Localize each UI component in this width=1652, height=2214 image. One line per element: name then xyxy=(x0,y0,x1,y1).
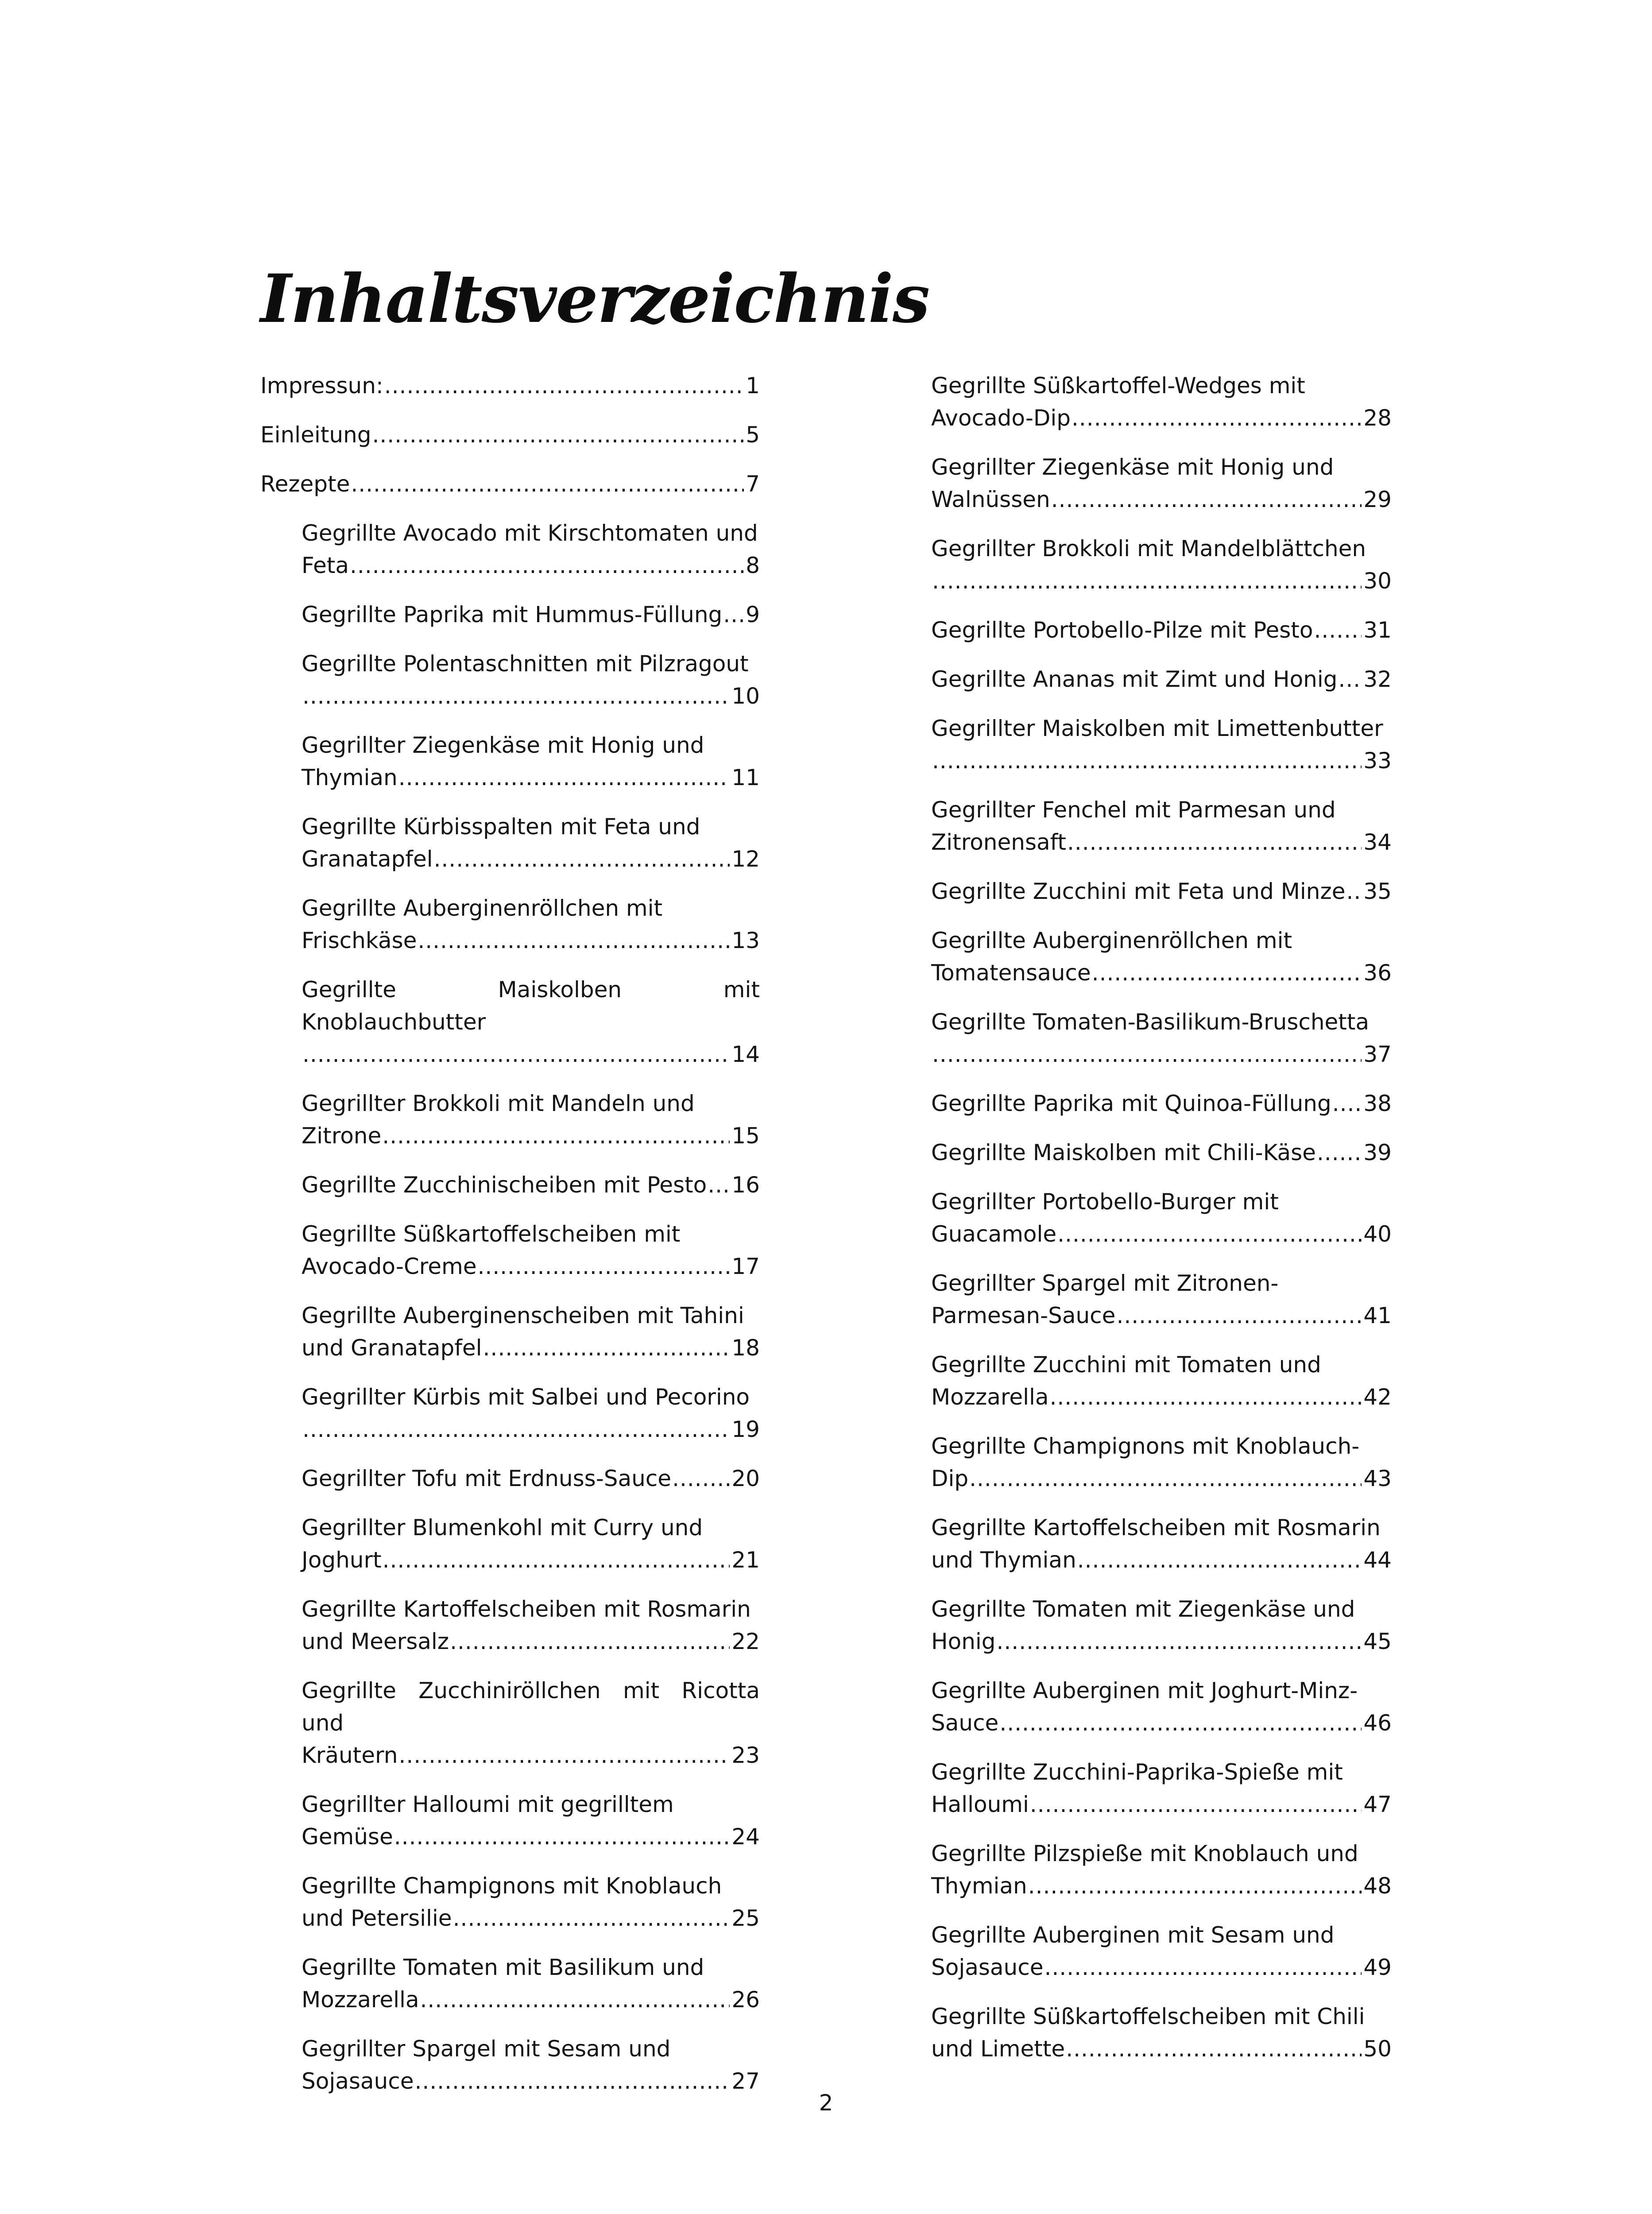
dot-leader xyxy=(350,550,744,582)
dot-leader xyxy=(420,1984,730,2016)
dot-leader xyxy=(384,370,744,402)
toc-page-number: 38 xyxy=(1363,1091,1392,1116)
toc-entry[interactable] xyxy=(931,370,1392,434)
toc-entry-title: Gemüse xyxy=(302,1824,393,1850)
dot-leader xyxy=(1057,1218,1362,1250)
toc-page-number: 14 xyxy=(731,1041,760,1067)
toc-entry[interactable] xyxy=(931,712,1392,777)
toc-entry-title: Guacamole xyxy=(931,1221,1057,1247)
toc-page-number: 42 xyxy=(1363,1384,1392,1410)
dot-leader xyxy=(1067,826,1362,859)
toc-entry-line xyxy=(302,550,760,582)
toc-entry-title: Gegrillte Ananas mit Zimt und Honig xyxy=(931,666,1338,692)
toc-entry-line xyxy=(931,663,1392,696)
toc-entry-title: Gegrillte Auberginenröllchen mit xyxy=(931,928,1292,953)
toc-right-column xyxy=(931,370,1392,2082)
dot-leader xyxy=(1028,1870,1362,1902)
toc-page-number: 11 xyxy=(731,765,760,790)
dot-leader xyxy=(1339,663,1362,696)
dot-leader xyxy=(1045,1951,1362,1984)
toc-entry[interactable] xyxy=(931,1512,1392,1576)
toc-page-number: 26 xyxy=(731,1987,760,2013)
toc-page-number: 28 xyxy=(1363,405,1392,431)
toc-entry-title: Rezepte xyxy=(260,471,350,497)
toc-entry-title: Gegrillte Champignons mit Knoblauch xyxy=(302,1873,722,1899)
toc-entry-line xyxy=(931,484,1392,516)
toc-page-number: 47 xyxy=(1363,1792,1392,1817)
toc-entry[interactable] xyxy=(260,811,760,875)
toc-entry[interactable] xyxy=(931,1088,1392,1120)
toc-entry-line xyxy=(302,762,760,794)
dot-leader xyxy=(1116,1300,1362,1332)
toc-entry[interactable] xyxy=(260,1870,760,1935)
toc-entry-title: Gegrillter Portobello-Burger mit xyxy=(931,1189,1279,1215)
toc-page-number: 15 xyxy=(731,1123,760,1149)
toc-entry[interactable] xyxy=(260,1218,760,1283)
toc-entry[interactable] xyxy=(931,1137,1392,1169)
dot-leader xyxy=(398,1739,730,1772)
toc-entry[interactable] xyxy=(260,370,760,402)
dot-leader xyxy=(1092,957,1362,989)
toc-entry-title: Gegrillte Zucchinischeiben mit Pesto xyxy=(302,1172,707,1198)
toc-entry-line xyxy=(931,1707,1392,1739)
dot-leader xyxy=(1072,402,1362,434)
toc-entry-title: Gegrillte Tomaten mit Basilikum und xyxy=(302,1955,704,1980)
toc-entry-line xyxy=(302,1332,760,1364)
toc-entry-title: Sojasauce xyxy=(931,1955,1044,1980)
toc-entry-line xyxy=(302,843,760,875)
toc-page-number: 23 xyxy=(731,1742,760,1768)
toc-entry-title: Gegrillter Maiskolben mit Limettenbutter xyxy=(931,716,1383,741)
dot-leader xyxy=(672,1463,730,1495)
toc-entry-title: Gegrillte Portobello-Pilze mit Pesto xyxy=(931,617,1313,643)
toc-entry-title: Gegrillte Süßkartoffel-Wedges mit xyxy=(931,373,1305,399)
toc-page-number: 30 xyxy=(1363,568,1392,594)
toc-page-number: 8 xyxy=(746,553,760,578)
toc-entry-title: Gegrillter Blumenkohl mit Curry und xyxy=(302,1515,703,1541)
toc-entry-line xyxy=(302,1120,760,1152)
toc-entry-line xyxy=(260,468,760,500)
toc-entry-line xyxy=(931,1870,1392,1902)
dot-leader xyxy=(450,1626,730,1658)
toc-entry-line xyxy=(302,1169,760,1201)
toc-page-number: 16 xyxy=(731,1172,760,1198)
toc-entry[interactable] xyxy=(931,451,1392,516)
toc-entry-line xyxy=(931,957,1392,989)
dot-leader xyxy=(1314,614,1362,646)
toc-page-number: 10 xyxy=(731,683,760,709)
toc-entry-title: Gegrillte Maiskolben mit Knoblauchbutter xyxy=(302,977,760,1035)
toc-page-number: 27 xyxy=(731,2068,760,2094)
toc-entry-title: Gegrillte Kartoffelscheiben mit Rosmarin xyxy=(302,1596,751,1622)
toc-entry-title: Gegrillter Spargel mit Sesam und xyxy=(302,2036,671,2062)
toc-entry-line xyxy=(931,1218,1392,1250)
toc-entry-line xyxy=(931,826,1392,859)
dot-leader xyxy=(372,419,744,451)
toc-entry-line xyxy=(302,599,760,631)
toc-entry-title: Gegrillte Champignons mit Knoblauch- xyxy=(931,1433,1360,1459)
toc-entry-line xyxy=(302,1626,760,1658)
toc-entry-title: Gegrillte Auberginenscheiben mit Tahini xyxy=(302,1303,744,1328)
toc-entry-title: Gegrillte Paprika mit Quinoa-Füllung xyxy=(931,1091,1331,1116)
toc-entry[interactable] xyxy=(931,614,1392,646)
toc-entry-title: Thymian xyxy=(931,1873,1027,1899)
toc-entry-title: und Petersilie xyxy=(302,1905,452,1931)
toc-entry-line xyxy=(931,1300,1392,1332)
toc-entry[interactable] xyxy=(931,2001,1392,2065)
toc-page-number: 39 xyxy=(1363,1140,1392,1165)
dot-leader xyxy=(999,1707,1362,1739)
toc-page-number: 7 xyxy=(746,471,760,497)
toc-entry-title: und Meersalz xyxy=(302,1629,449,1654)
toc-entry-line xyxy=(302,1984,760,2016)
dot-leader xyxy=(932,1038,1362,1071)
toc-page-number: 50 xyxy=(1363,2036,1392,2062)
toc-entry-title: Gegrillte Auberginen mit Sesam und xyxy=(931,1922,1335,1948)
toc-entry-line xyxy=(931,1788,1392,1821)
page-title: Inhaltsverzeichnis xyxy=(260,260,929,338)
toc-entry-title: Impressun: xyxy=(260,373,383,399)
toc-entry[interactable] xyxy=(260,892,760,957)
toc-page-number: 19 xyxy=(731,1417,760,1442)
toc-entry-title: Gegrillte Auberginen mit Joghurt-Minz- xyxy=(931,1678,1358,1703)
toc-entry[interactable] xyxy=(260,468,760,500)
dot-leader xyxy=(1066,2033,1362,2065)
toc-entry-title: Gegrillte Pilzspieße mit Knoblauch und xyxy=(931,1841,1358,1866)
dot-leader xyxy=(1030,1788,1362,1821)
toc-entry-line xyxy=(931,2033,1392,2065)
toc-entry-title: Gegrillte Avocado mit Kirschtomaten und xyxy=(302,520,758,546)
toc-page-number: 1 xyxy=(746,373,760,399)
dot-leader xyxy=(708,1169,730,1201)
toc-entry-title: Gegrillte Zucchiniröllchen mit Ricotta und xyxy=(302,1678,760,1736)
toc-entry[interactable] xyxy=(931,1838,1392,1902)
toc-page-number: 37 xyxy=(1363,1041,1392,1067)
dot-leader xyxy=(932,745,1362,777)
toc-entry[interactable] xyxy=(931,663,1392,696)
toc-page-number: 46 xyxy=(1363,1710,1392,1736)
toc-entry-line xyxy=(302,1038,760,1071)
toc-entry[interactable] xyxy=(260,1512,760,1576)
toc-entry[interactable] xyxy=(260,1675,760,1772)
toc-entry[interactable] xyxy=(931,1267,1392,1332)
toc-entry-title: Zitrone xyxy=(302,1123,382,1149)
toc-page-number: 9 xyxy=(746,602,760,627)
toc-page-number: 29 xyxy=(1363,487,1392,512)
toc-page-number: 13 xyxy=(731,928,760,953)
toc-entry-title: Gegrillte Tomaten mit Ziegenkäse und xyxy=(931,1596,1355,1622)
toc-entry[interactable] xyxy=(260,729,760,794)
toc-page-number: 18 xyxy=(731,1335,760,1361)
toc-entry-title: Gegrillte Maiskolben mit Chili-Käse xyxy=(931,1140,1316,1165)
toc-entry-title: Feta xyxy=(302,553,349,578)
toc-entry-title: Gegrillter Brokkoli mit Mandeln und xyxy=(302,1091,695,1116)
toc-page-number: 45 xyxy=(1363,1629,1392,1654)
toc-entry-line xyxy=(931,1951,1392,1984)
toc-entry[interactable] xyxy=(260,517,760,582)
dot-leader xyxy=(394,1821,730,1853)
toc-entry-line xyxy=(302,1544,760,1576)
toc-page-number: 44 xyxy=(1363,1547,1392,1573)
toc-page-number: 36 xyxy=(1363,960,1392,986)
page-number: 2 xyxy=(819,2090,833,2116)
toc-page-number: 41 xyxy=(1363,1303,1392,1328)
toc-entry-line xyxy=(302,1739,760,1772)
toc-entry[interactable] xyxy=(931,1756,1392,1821)
toc-entry-line xyxy=(302,1902,760,1935)
dot-leader xyxy=(483,1332,730,1364)
toc-entry-line xyxy=(260,370,760,402)
toc-page-number: 20 xyxy=(731,1466,760,1491)
toc-entry[interactable] xyxy=(931,875,1392,908)
toc-page-number: 24 xyxy=(731,1824,760,1850)
toc-page-number: 12 xyxy=(731,846,760,872)
toc-entry[interactable] xyxy=(931,533,1392,597)
dot-leader xyxy=(418,925,730,957)
toc-entry[interactable] xyxy=(931,794,1392,859)
toc-entry-title: Mozzarella xyxy=(931,1384,1049,1410)
toc-entry[interactable] xyxy=(931,1919,1392,1984)
toc-page-number: 32 xyxy=(1363,666,1392,692)
toc-page-number: 17 xyxy=(731,1254,760,1279)
dot-leader xyxy=(1346,875,1362,908)
toc-page-number: 33 xyxy=(1363,748,1392,774)
toc-entry[interactable] xyxy=(260,1169,760,1201)
toc-entry[interactable] xyxy=(260,1381,760,1446)
dot-leader xyxy=(1317,1137,1362,1169)
dot-leader xyxy=(351,468,744,500)
toc-entry-title: Gegrillte Auberginenröllchen mit xyxy=(302,895,663,921)
toc-entry-title: Gegrillter Brokkoli mit Mandelblättchen xyxy=(931,536,1366,561)
toc-entry-line xyxy=(302,1821,760,1853)
toc-entry-title: Joghurt xyxy=(302,1547,382,1573)
dot-leader xyxy=(1332,1088,1362,1120)
toc-page-number: 34 xyxy=(1363,829,1392,855)
toc-entry[interactable] xyxy=(931,1593,1392,1658)
toc-page-number: 25 xyxy=(731,1905,760,1931)
toc-entry-line xyxy=(931,402,1392,434)
dot-leader xyxy=(969,1463,1362,1495)
toc-entry[interactable] xyxy=(931,1186,1392,1250)
toc-entry-title: Gegrillte Süßkartoffelscheiben mit Chili xyxy=(931,2004,1365,2029)
toc-entry[interactable] xyxy=(260,1088,760,1152)
toc-entry-title: Sojasauce xyxy=(302,2068,414,2094)
toc-entry[interactable] xyxy=(931,1675,1392,1739)
dot-leader xyxy=(383,1544,730,1576)
toc-entry-title: und Granatapfel xyxy=(302,1335,482,1361)
toc-entry-line xyxy=(302,680,760,712)
toc-page-number: 31 xyxy=(1363,617,1392,643)
toc-entry-title: Tomatensauce xyxy=(931,960,1091,986)
toc-entry-line xyxy=(931,1381,1392,1413)
toc-entry[interactable] xyxy=(260,648,760,712)
toc-page-number: 48 xyxy=(1363,1873,1392,1899)
toc-page-number: 35 xyxy=(1363,879,1392,904)
toc-entry-title: Gegrillte Paprika mit Hummus-Füllung xyxy=(302,602,723,627)
dot-leader xyxy=(477,1250,730,1283)
toc-entry-title: Avocado-Creme xyxy=(302,1254,477,1279)
toc-entry-line xyxy=(931,565,1392,597)
toc-entry-title: Gegrillte Polentaschnitten mit Pilzragout xyxy=(302,651,749,677)
toc-entry-title: Honig xyxy=(931,1629,996,1654)
toc-entry-line xyxy=(931,1038,1392,1071)
toc-page-number: 5 xyxy=(746,422,760,448)
toc-entry[interactable] xyxy=(931,1006,1392,1071)
toc-entry-line xyxy=(931,1088,1392,1120)
toc-entry-title: Walnüssen xyxy=(931,487,1050,512)
toc-entry-title: Gegrillter Kürbis mit Salbei und Pecorino xyxy=(302,1384,750,1410)
toc-entry-title: Gegrillter Spargel mit Zitronen- xyxy=(931,1270,1279,1296)
dot-leader xyxy=(453,1902,730,1935)
toc-entry-title: Gegrillter Ziegenkäse mit Honig und xyxy=(302,732,704,758)
dot-leader xyxy=(932,565,1362,597)
toc-entry-line xyxy=(931,1544,1392,1576)
toc-page-number: 43 xyxy=(1363,1466,1392,1491)
toc-entry-line xyxy=(931,875,1392,908)
toc-entry-title: Granatapfel xyxy=(302,846,433,872)
toc-entry-title: Frischkäse xyxy=(302,928,417,953)
toc-entry-line xyxy=(931,1626,1392,1658)
toc-entry-title: Parmesan-Sauce xyxy=(931,1303,1116,1328)
toc-entry-line xyxy=(302,1463,760,1495)
dot-leader xyxy=(302,680,730,712)
toc-entry-line xyxy=(302,1250,760,1283)
toc-entry-title: Gegrillte Kartoffelscheiben mit Rosmarin xyxy=(931,1515,1381,1541)
toc-entry-title: Gegrillter Tofu mit Erdnuss-Sauce xyxy=(302,1466,672,1491)
toc-entry[interactable] xyxy=(260,974,760,1071)
toc-entry-title: und Thymian xyxy=(931,1547,1076,1573)
toc-entry-title: Dip xyxy=(931,1466,969,1491)
toc-entry-line xyxy=(260,419,760,451)
dot-leader xyxy=(723,599,744,631)
toc-page-number: 40 xyxy=(1363,1221,1392,1247)
toc-entry-line xyxy=(302,925,760,957)
toc-entry-title: Einleitung xyxy=(260,422,371,448)
toc-entry-line xyxy=(931,614,1392,646)
toc-entry-title: Gegrillte Süßkartoffelscheiben mit xyxy=(302,1221,681,1247)
toc-page-number: 22 xyxy=(731,1629,760,1654)
toc-entry[interactable] xyxy=(931,1349,1392,1413)
dot-leader xyxy=(398,762,730,794)
toc-entry-title: Gegrillter Fenchel mit Parmesan und xyxy=(931,797,1336,823)
toc-entry-title: Gegrillte Tomaten-Basilikum-Bruschetta xyxy=(931,1009,1370,1035)
toc-entry-title: Gegrillter Ziegenkäse mit Honig und xyxy=(931,454,1334,480)
toc-page-number: 49 xyxy=(1363,1955,1392,1980)
toc-entry-title: Halloumi xyxy=(931,1792,1029,1817)
toc-entry-line xyxy=(302,1413,760,1446)
dot-leader xyxy=(302,1038,730,1071)
toc-entry-line xyxy=(931,1137,1392,1169)
toc-entry-title: Kräutern xyxy=(302,1742,398,1768)
toc-entry[interactable] xyxy=(260,1300,760,1364)
dot-leader xyxy=(997,1626,1362,1658)
dot-leader xyxy=(382,1120,730,1152)
toc-entry[interactable] xyxy=(260,1788,760,1853)
toc-entry-title: Gegrillte Zucchini-Paprika-Spieße mit xyxy=(931,1759,1343,1785)
toc-entry[interactable] xyxy=(260,1951,760,2016)
dot-leader xyxy=(434,843,730,875)
toc-entry-title: und Limette xyxy=(931,2036,1065,2062)
toc-entry[interactable] xyxy=(931,1430,1392,1495)
toc-entry-line xyxy=(931,745,1392,777)
toc-entry[interactable] xyxy=(260,1463,760,1495)
toc-entry-title: Thymian xyxy=(302,765,398,790)
toc-entry-title: Mozzarella xyxy=(302,1987,419,2013)
toc-entry[interactable] xyxy=(260,2033,760,2098)
toc-entry[interactable] xyxy=(260,599,760,631)
toc-left-column xyxy=(260,370,760,2114)
dot-leader xyxy=(302,1413,730,1446)
dot-leader xyxy=(1077,1544,1362,1576)
toc-entry-title: Avocado-Dip xyxy=(931,405,1071,431)
toc-entry-title: Zitronensaft xyxy=(931,829,1066,855)
toc-entry-title: Gegrillter Halloumi mit gegrilltem xyxy=(302,1792,674,1817)
dot-leader xyxy=(1050,1381,1362,1413)
toc-entry-title: Gegrillte Zucchini mit Feta und Minze xyxy=(931,879,1346,904)
toc-entry-line xyxy=(931,1463,1392,1495)
toc-entry[interactable] xyxy=(931,925,1392,989)
toc-entry[interactable] xyxy=(260,419,760,451)
dot-leader xyxy=(1051,484,1362,516)
toc-entry-title: Gegrillte Kürbisspalten mit Feta und xyxy=(302,814,700,840)
toc-page-number: 21 xyxy=(731,1547,760,1573)
toc-entry-title: Sauce xyxy=(931,1710,999,1736)
toc-entry[interactable] xyxy=(260,1593,760,1658)
toc-entry-title: Gegrillte Zucchini mit Tomaten und xyxy=(931,1352,1321,1378)
